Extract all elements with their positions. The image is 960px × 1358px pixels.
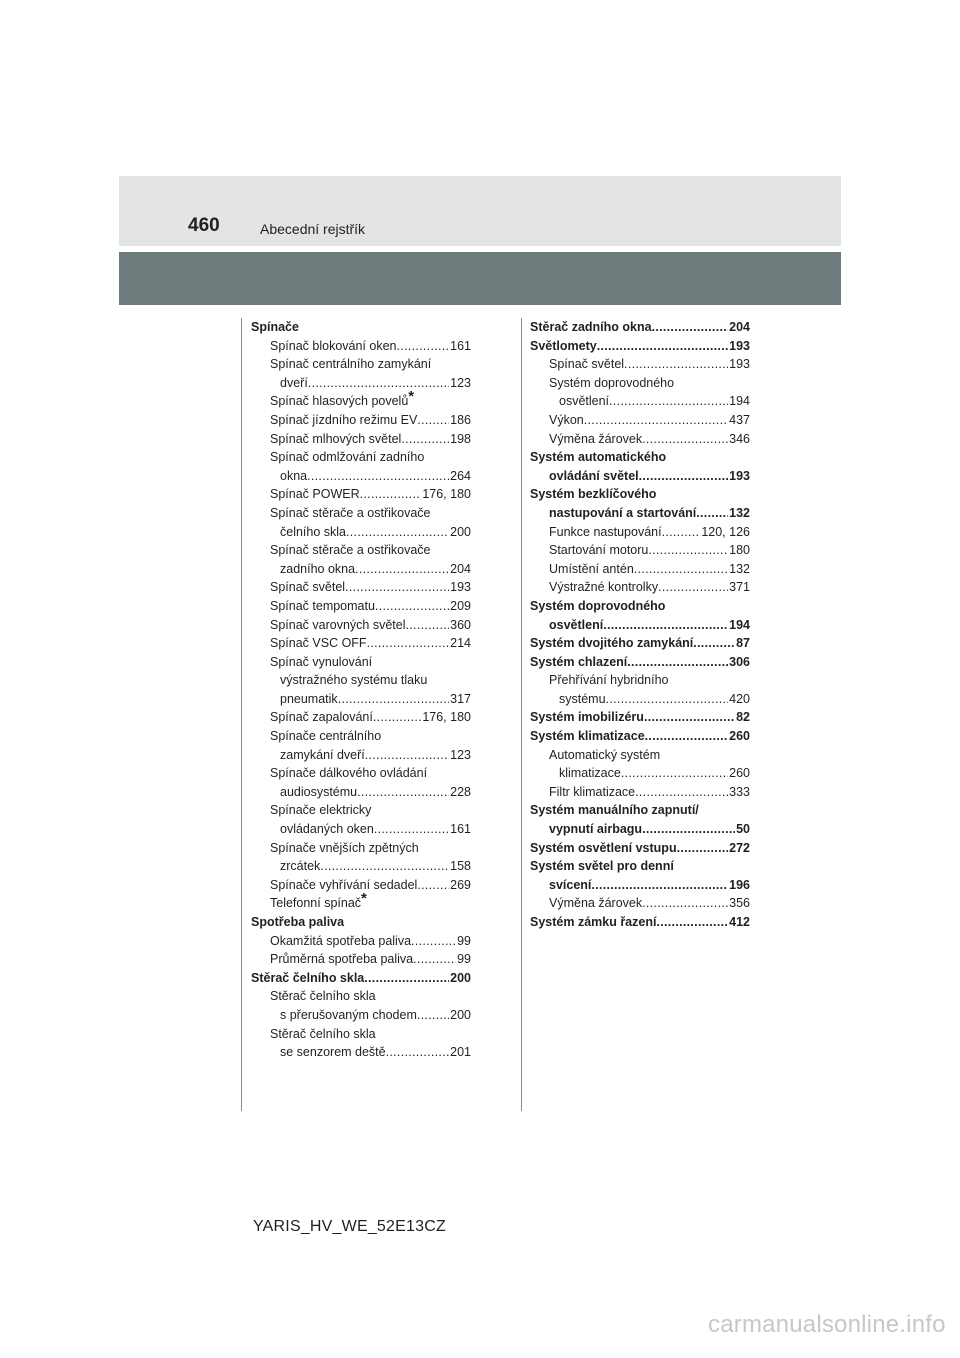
column-divider-right bbox=[521, 318, 522, 1111]
entry-text: Systém světel pro denní bbox=[530, 859, 674, 874]
dot-leader bbox=[357, 783, 449, 802]
entry-page: 333 bbox=[729, 784, 750, 799]
entry-text: Stěrač čelního skla bbox=[251, 970, 365, 985]
entry-page: 193 bbox=[729, 357, 750, 372]
dot-leader bbox=[642, 820, 735, 839]
entry-page: 161 bbox=[450, 822, 471, 837]
dot-leader bbox=[308, 374, 449, 393]
entry-text: Funkce nastupování bbox=[549, 524, 662, 539]
index-column-2 bbox=[530, 318, 750, 932]
dot-leader bbox=[365, 746, 449, 765]
entry-page: 356 bbox=[729, 896, 750, 911]
index-entry bbox=[251, 1043, 471, 1062]
index-entry bbox=[530, 727, 750, 746]
entry-text: Průměrná spotřeba paliva bbox=[270, 952, 414, 967]
dot-leader bbox=[635, 783, 728, 802]
index-entry bbox=[530, 671, 750, 690]
index-entry bbox=[530, 560, 750, 579]
header-bar bbox=[119, 252, 841, 305]
dot-leader bbox=[642, 430, 728, 449]
entry-text: Výměna žárovek bbox=[549, 431, 643, 446]
dot-leader bbox=[591, 876, 728, 895]
index-entry bbox=[251, 634, 471, 653]
entry-page: 269 bbox=[450, 877, 471, 892]
entry-text: nastupování a startování bbox=[549, 505, 697, 520]
index-entry bbox=[251, 746, 471, 765]
index-entry bbox=[251, 690, 471, 709]
index-entry bbox=[251, 950, 471, 969]
dot-leader bbox=[320, 857, 449, 876]
dot-leader bbox=[374, 820, 449, 839]
index-entry bbox=[251, 1025, 471, 1044]
document-code: YARIS_HV_WE_52E13CZ bbox=[253, 1218, 446, 1235]
entry-text: Spínač mlhových světel bbox=[270, 431, 402, 446]
index-entry bbox=[530, 337, 750, 356]
entry-text: Systém klimatizace bbox=[530, 729, 645, 744]
index-entry bbox=[251, 932, 471, 951]
entry-text: Výstražné kontrolky bbox=[549, 580, 659, 595]
footnote-star: * bbox=[408, 388, 415, 406]
index-entry bbox=[530, 894, 750, 913]
watermark: carmanualsonline.info bbox=[708, 1311, 946, 1338]
index-entry bbox=[251, 597, 471, 616]
entry-text: Spínače bbox=[251, 320, 299, 334]
dot-leader bbox=[386, 1043, 450, 1062]
footnote-star: * bbox=[361, 890, 367, 908]
index-entry bbox=[530, 839, 750, 858]
index-entry bbox=[251, 355, 471, 374]
entry-text: pneumatik bbox=[280, 691, 338, 706]
index-entry bbox=[251, 467, 471, 486]
entry-page: 260 bbox=[729, 729, 750, 744]
entry-text: Systém chlazení bbox=[530, 654, 628, 669]
entry-text: vypnutí airbagu bbox=[549, 822, 643, 837]
dot-leader bbox=[677, 839, 729, 858]
entry-text: Spínač světel bbox=[549, 357, 625, 372]
entry-text: Spínače vyhřívání sedadel bbox=[270, 877, 418, 892]
entry-text: Spínač stěrače a ostřikovače bbox=[270, 543, 431, 558]
entry-text: Spínač odmlžování zadního bbox=[270, 450, 425, 465]
entry-page: 264 bbox=[450, 468, 471, 483]
index-entry bbox=[251, 708, 471, 727]
index-entry bbox=[251, 727, 471, 746]
entry-text: Systém dvojitého zamykání bbox=[530, 636, 694, 651]
dot-leader bbox=[355, 560, 449, 579]
dot-leader bbox=[652, 318, 729, 337]
index-entry bbox=[251, 913, 471, 932]
entry-text: čelního skla bbox=[280, 524, 347, 539]
entry-page: 200 bbox=[450, 1007, 471, 1022]
entry-text: zrcátek bbox=[280, 859, 321, 874]
index-entry bbox=[251, 616, 471, 635]
dot-leader bbox=[396, 337, 449, 356]
index-entry bbox=[530, 801, 750, 820]
entry-text: okna bbox=[280, 468, 308, 483]
entry-text: Spínač stěrače a ostřikovače bbox=[270, 505, 431, 520]
index-entry bbox=[530, 374, 750, 393]
dot-leader bbox=[401, 430, 449, 449]
dot-leader bbox=[627, 653, 728, 672]
entry-page: 158 bbox=[450, 859, 471, 874]
index-entry bbox=[530, 653, 750, 672]
dot-leader bbox=[417, 411, 449, 430]
entry-text: Systém automatického bbox=[530, 450, 667, 465]
dot-leader bbox=[307, 467, 449, 486]
index-entry bbox=[530, 597, 750, 616]
entry-page: 193 bbox=[729, 338, 750, 353]
index-entry bbox=[530, 634, 750, 653]
entry-text: zadního okna bbox=[280, 561, 356, 576]
dot-leader bbox=[413, 950, 456, 969]
entry-page: 360 bbox=[450, 617, 471, 632]
entry-text: dveří bbox=[280, 375, 308, 390]
dot-leader bbox=[411, 932, 456, 951]
entry-text: Spínač vynulování bbox=[270, 654, 373, 669]
entry-text: se senzorem deště bbox=[280, 1045, 386, 1060]
dot-leader bbox=[367, 634, 450, 653]
entry-page: 176, 180 bbox=[422, 710, 471, 725]
entry-text: Spínače dálkového ovládání bbox=[270, 766, 428, 781]
dot-leader bbox=[648, 541, 728, 560]
entry-text: Startování motoru bbox=[549, 543, 649, 558]
index-entry bbox=[530, 616, 750, 635]
entry-text: Přehřívání hybridního bbox=[549, 673, 669, 688]
entry-text: Výkon bbox=[549, 412, 584, 427]
entry-page: 204 bbox=[729, 320, 750, 334]
index-entry bbox=[530, 318, 750, 337]
entry-text: osvětlení bbox=[559, 394, 610, 409]
index-entry bbox=[530, 467, 750, 486]
index-entry bbox=[251, 411, 471, 430]
index-entry bbox=[530, 448, 750, 467]
entry-text: Spínač centrálního zamykání bbox=[270, 357, 432, 372]
index-entry bbox=[530, 876, 750, 895]
index-entry bbox=[530, 820, 750, 839]
index-entry bbox=[530, 392, 750, 411]
entry-page: 437 bbox=[729, 412, 750, 427]
entry-text: Spínač tempomatu bbox=[270, 598, 375, 613]
index-entry bbox=[251, 318, 471, 337]
entry-text: Spínač varovných světel bbox=[270, 617, 406, 632]
entry-text: Stěrač čelního skla bbox=[270, 1026, 376, 1041]
index-entry bbox=[530, 485, 750, 504]
index-entry bbox=[530, 764, 750, 783]
entry-text: Stěrač čelního skla bbox=[270, 989, 376, 1004]
entry-text: Umístění antén bbox=[549, 561, 634, 576]
dot-leader bbox=[658, 578, 728, 597]
entry-text: Telefonní spínač bbox=[270, 896, 362, 911]
dot-leader bbox=[373, 708, 421, 727]
index-entry bbox=[530, 690, 750, 709]
dot-leader bbox=[645, 727, 728, 746]
index-entry bbox=[530, 783, 750, 802]
dot-leader bbox=[584, 411, 728, 430]
dot-leader bbox=[338, 690, 449, 709]
dot-leader bbox=[634, 560, 728, 579]
index-entry bbox=[530, 746, 750, 765]
index-entry bbox=[530, 355, 750, 374]
index-entry bbox=[530, 578, 750, 597]
entry-page: 180 bbox=[729, 543, 750, 558]
dot-leader bbox=[360, 485, 422, 504]
index-entry bbox=[251, 764, 471, 783]
entry-page: 214 bbox=[450, 636, 471, 651]
entry-text: Spínač VSC OFF bbox=[270, 636, 367, 651]
dot-leader bbox=[609, 392, 728, 411]
entry-page: 87 bbox=[736, 636, 750, 651]
dot-leader bbox=[406, 616, 450, 635]
dot-leader bbox=[662, 523, 701, 542]
entry-text: svícení bbox=[549, 877, 592, 892]
entry-page: 99 bbox=[457, 933, 471, 948]
entry-text: zamykání dveří bbox=[280, 747, 365, 762]
index-column-1 bbox=[251, 318, 471, 1062]
entry-text: osvětlení bbox=[549, 617, 604, 632]
index-entry bbox=[251, 1006, 471, 1025]
entry-text: Stěrač zadního okna bbox=[530, 320, 652, 334]
entry-text: klimatizace bbox=[559, 766, 621, 781]
entry-text: audiosystému bbox=[280, 784, 358, 799]
dot-leader bbox=[656, 913, 728, 932]
index-entry bbox=[251, 374, 471, 393]
entry-page: 123 bbox=[450, 375, 471, 390]
index-entry bbox=[251, 448, 471, 467]
entry-page: 132 bbox=[729, 505, 750, 520]
index-entry bbox=[251, 485, 471, 504]
index-entry bbox=[530, 430, 750, 449]
entry-text: Systém manuálního zapnutí/ bbox=[530, 803, 699, 818]
index-entry bbox=[251, 337, 471, 356]
dot-leader bbox=[642, 894, 728, 913]
entry-page: 99 bbox=[457, 952, 471, 967]
entry-page: 123 bbox=[450, 747, 471, 762]
entry-text: Systém osvětlení vstupu bbox=[530, 840, 677, 855]
entry-page: 186 bbox=[450, 412, 471, 427]
entry-text: Spínač blokování oken bbox=[270, 338, 397, 353]
dot-leader bbox=[364, 969, 449, 988]
entry-page: 200 bbox=[450, 970, 471, 985]
index-entry bbox=[251, 653, 471, 672]
entry-text: Světlomety bbox=[530, 338, 597, 353]
dot-leader bbox=[606, 690, 729, 709]
entry-text: ovládání světel bbox=[549, 468, 639, 483]
entry-text: Systém zámku řazení bbox=[530, 915, 657, 929]
index-entry bbox=[251, 523, 471, 542]
entry-page: 82 bbox=[736, 710, 750, 725]
index-entry bbox=[251, 560, 471, 579]
entry-page: 228 bbox=[450, 784, 471, 799]
entry-text: Spínač jízdního režimu EV bbox=[270, 412, 418, 427]
dot-leader bbox=[644, 708, 735, 727]
index-entry bbox=[251, 801, 471, 820]
entry-page: 193 bbox=[450, 580, 471, 595]
dot-leader bbox=[603, 616, 728, 635]
dot-leader bbox=[639, 467, 729, 486]
section-title: Abecední rejstřík bbox=[260, 221, 366, 237]
entry-page: 420 bbox=[729, 691, 750, 706]
entry-page: 198 bbox=[450, 431, 471, 446]
entry-text: výstražného systému tlaku bbox=[280, 673, 428, 688]
index-entry bbox=[251, 671, 471, 690]
dot-leader bbox=[696, 504, 728, 523]
entry-text: Systém doprovodného bbox=[530, 598, 666, 613]
index-entry bbox=[530, 708, 750, 727]
entry-page: 196 bbox=[729, 877, 750, 892]
entry-page: 194 bbox=[729, 394, 750, 409]
index-entry bbox=[251, 578, 471, 597]
index-entry bbox=[251, 890, 471, 913]
index-entry bbox=[251, 388, 471, 411]
dot-leader bbox=[693, 634, 735, 653]
index-entry bbox=[530, 857, 750, 876]
entry-page: 176, 180 bbox=[422, 487, 471, 502]
index-entry bbox=[251, 783, 471, 802]
entry-text: Spínač světel bbox=[270, 580, 346, 595]
entry-page: 200 bbox=[450, 524, 471, 539]
page-number: 460 bbox=[188, 215, 220, 236]
dot-leader bbox=[621, 764, 728, 783]
entry-page: 346 bbox=[729, 431, 750, 446]
dot-leader bbox=[597, 337, 728, 356]
entry-text: systému bbox=[559, 691, 606, 706]
index-entry bbox=[251, 504, 471, 523]
entry-text: Výměna žárovek bbox=[549, 896, 643, 911]
entry-page: 371 bbox=[729, 580, 750, 595]
entry-text: Systém doprovodného bbox=[549, 375, 675, 390]
index-entry bbox=[530, 504, 750, 523]
entry-text: Okamžitá spotřeba paliva bbox=[270, 933, 412, 948]
index-entry bbox=[530, 541, 750, 560]
header-band bbox=[119, 176, 841, 246]
dot-leader bbox=[417, 1006, 449, 1025]
index-entry bbox=[530, 523, 750, 542]
index-entry bbox=[251, 857, 471, 876]
entry-page: 317 bbox=[450, 691, 471, 706]
entry-page: 204 bbox=[450, 561, 471, 576]
dot-leader bbox=[375, 597, 449, 616]
entry-page: 161 bbox=[450, 338, 471, 353]
index-entry bbox=[251, 820, 471, 839]
index-entry bbox=[530, 411, 750, 430]
entry-text: Systém bezklíčového bbox=[530, 487, 657, 502]
dot-leader bbox=[417, 876, 449, 895]
index-entry bbox=[251, 969, 471, 988]
entry-text: s přerušovaným chodem bbox=[280, 1007, 417, 1022]
dot-leader bbox=[345, 578, 449, 597]
index-entry bbox=[530, 913, 750, 932]
entry-text: Systém imobilizéru bbox=[530, 710, 644, 725]
entry-page: 50 bbox=[736, 822, 750, 837]
entry-text: Spínač POWER bbox=[270, 487, 360, 502]
dot-leader bbox=[346, 523, 449, 542]
entry-text: Spínače centrálního bbox=[270, 729, 382, 744]
column-divider-left bbox=[241, 318, 242, 1111]
entry-page: 209 bbox=[450, 598, 471, 613]
entry-text: ovládaných oken bbox=[280, 822, 374, 837]
entry-text: Spínač hlasových povelů bbox=[270, 394, 409, 409]
entry-page: 412 bbox=[729, 915, 750, 929]
index-entry bbox=[251, 430, 471, 449]
entry-page: 120, 126 bbox=[701, 524, 750, 539]
entry-page: 260 bbox=[729, 766, 750, 781]
entry-text: Spotřeba paliva bbox=[251, 915, 345, 929]
index-entry bbox=[251, 839, 471, 858]
entry-text: Spínače elektricky bbox=[270, 803, 372, 818]
entry-page: 306 bbox=[729, 654, 750, 669]
entry-page: 201 bbox=[450, 1045, 471, 1060]
entry-page: 272 bbox=[729, 840, 750, 855]
entry-text: Automatický systém bbox=[549, 747, 661, 762]
index-entry bbox=[251, 987, 471, 1006]
entry-page: 194 bbox=[729, 617, 750, 632]
dot-leader bbox=[624, 355, 728, 374]
entry-text: Spínač zapalování bbox=[270, 710, 373, 725]
index-entry bbox=[251, 541, 471, 560]
entry-text: Filtr klimatizace bbox=[549, 784, 636, 799]
entry-page: 132 bbox=[729, 561, 750, 576]
entry-page: 193 bbox=[729, 468, 750, 483]
entry-text: Spínače vnějších zpětných bbox=[270, 840, 419, 855]
